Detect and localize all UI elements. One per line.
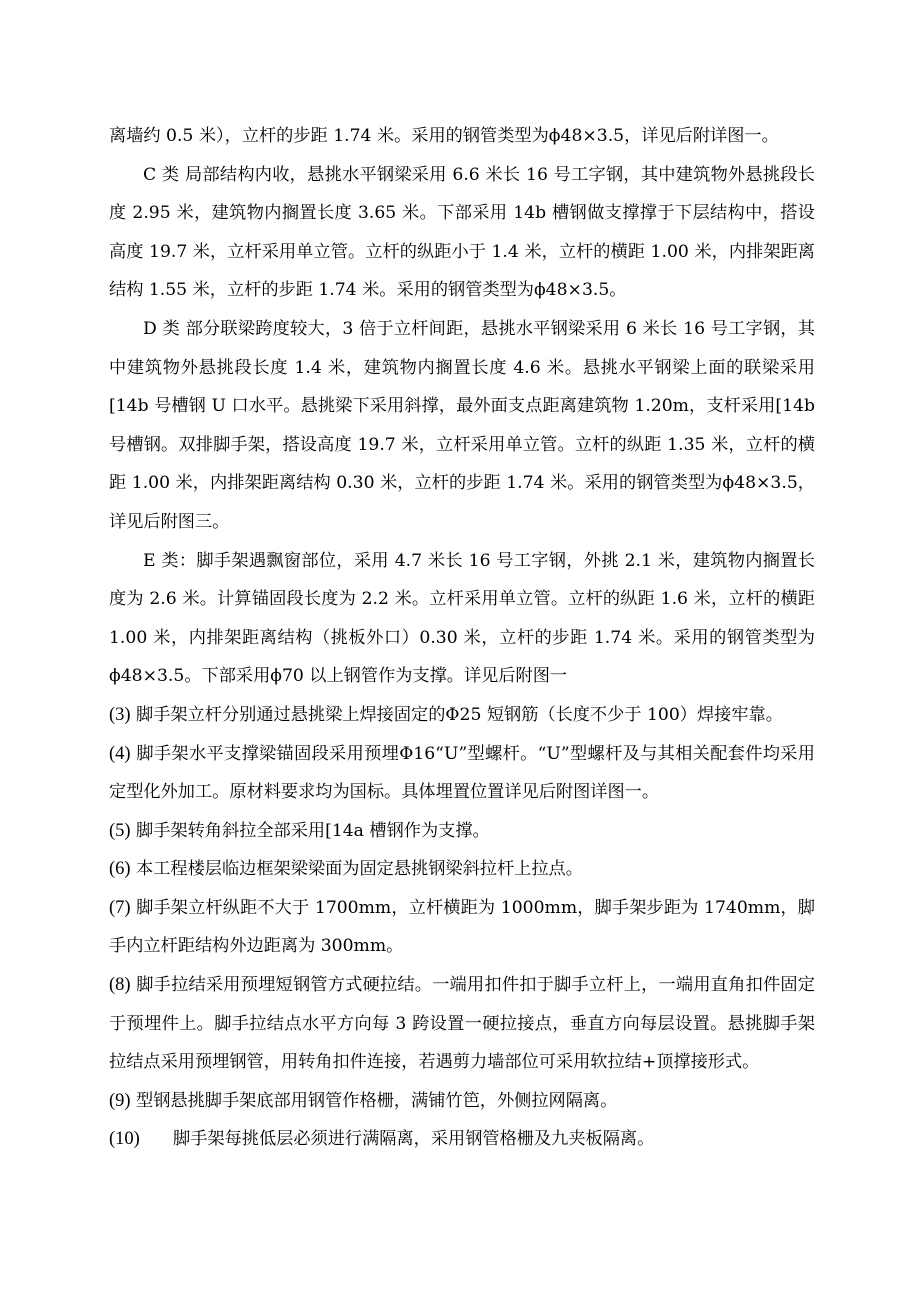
- list-item-text: 脚手架水平支撑梁锚固段采用预埋Φ16“U”型螺杆。“U”型螺杆及与其相关配套件均采用定型化外加工。原材料要求均为国标。具体埋置位置详见后附图详图一。: [109, 743, 815, 803]
- paragraph-type-d: D 类 部分联梁跨度较大，3 倍于立杆间距，悬挑水平钢梁采用 6 米长 16 号工字钢，其中建筑物外悬挑段长度 1.4 米，建筑物内搁置长度 4.6 米。悬挑水平钢梁上面的联梁采用[14b 号槽钢 U 口水平。悬挑梁下采用斜撑，最外面支点距离建筑物 1.20m，支杆采用[14b 号槽钢。双排脚手架，搭设高度 19.7 米，立杆采用单立管。立杆的纵距 1.35 米，立杆的横距 1.00 米，内排架距离结构 0.30 米，立杆的步距 1.74 米。采用的钢管类型为ϕ48×3.5，详见后附图三。: [109, 318, 815, 532]
- list-item-number: (5): [109, 820, 131, 841]
- document-body: [109, 117, 815, 1159]
- list-item-7: [109, 889, 815, 966]
- list-item-8: [109, 966, 815, 1082]
- list-item-number: (10): [109, 1129, 140, 1150]
- list-item-3: [109, 696, 815, 735]
- list-item-text: 型钢悬挑脚手架底部用钢管作格栅，满铺竹笆，外侧拉网隔离。: [136, 1090, 618, 1111]
- paragraph-type-e: E 类：脚手架遇飘窗部位，采用 4.7 米长 16 号工字钢，外挑 2.1 米，建筑物内搁置长度为 2.6 米。计算锚固段长度为 2.2 米。立杆采用单立管。立杆的纵距 1.6 米，立杆的横距 1.00 米，内排架距离结构（挑板外口）0.30 米，立杆的步距 1.74 米。采用的钢管类型为ϕ48×3.5。下部采用ϕ70 以上钢管作为支撑。详见后附图一: [109, 550, 815, 687]
- list-item-text: 本工程楼层临边框架梁梁面为固定悬挑钢梁斜拉杆上拉点。: [136, 859, 583, 880]
- paragraph-type-c: C 类 局部结构内收，悬挑水平钢梁采用 6.6 米长 16 号工字钢，其中建筑物外悬挑段长度 2.95 米，建筑物内搁置长度 3.65 米。下部采用 14b 槽钢做支撑撑于下层结构中，搭设高度 19.7 米，立杆采用单立管。立杆的纵距小于 1.4 米，立杆的横距 1.00 米，内排架距离结构 1.55 米，立杆的步距 1.74 米。采用的钢管类型为ϕ48×3.5。: [109, 164, 815, 301]
- paragraph-continued: 离墙约 0.5 米），立杆的步距 1.74 米。采用的钢管类型为ϕ48×3.5，详见后附详图一。: [109, 126, 779, 146]
- list-item-number: (9): [109, 1090, 131, 1111]
- list-item-number: (3): [109, 704, 131, 725]
- list-item-6: [109, 850, 815, 889]
- list-item-text: 脚手架每挑低层必须进行满隔离，采用钢管格栅及九夹板隔离。: [173, 1129, 655, 1150]
- list-item-number: (8): [109, 975, 131, 996]
- list-item-text: 脚手架转角斜拉全部采用[14a 槽钢作为支撑。: [136, 820, 490, 841]
- list-item-text: 脚手架立杆纵距不大于 1700mm，立杆横距为 1000mm，脚手架步距为 1740mm，脚手内立杆距结构外边距离为 300mm。: [109, 897, 815, 957]
- list-item-4: [109, 735, 815, 812]
- list-item-5: [109, 812, 815, 851]
- list-item-9: [109, 1082, 815, 1121]
- list-item-number: (6): [109, 859, 131, 880]
- list-item-text: 脚手拉结采用预埋短钢管方式硬拉结。一端用扣件扣于脚手立杆上，一端用直角扣件固定于预埋件上。脚手拉结点水平方向每 3 跨设置一硬拉接点，垂直方向每层设置。悬挑脚手架拉结点采用预埋钢管，用转角扣件连接，若遇剪力墙部位可采用软拉结+顶撑接形式。: [109, 975, 815, 1073]
- list-item-10: [109, 1120, 815, 1159]
- list-item-number: (7): [109, 897, 131, 918]
- list-item-text: 脚手架立杆分别通过悬挑梁上焊接固定的Φ25 短钢筋（长度不少于 100）焊接牢靠。: [136, 704, 783, 725]
- list-item-number: (4): [109, 743, 131, 764]
